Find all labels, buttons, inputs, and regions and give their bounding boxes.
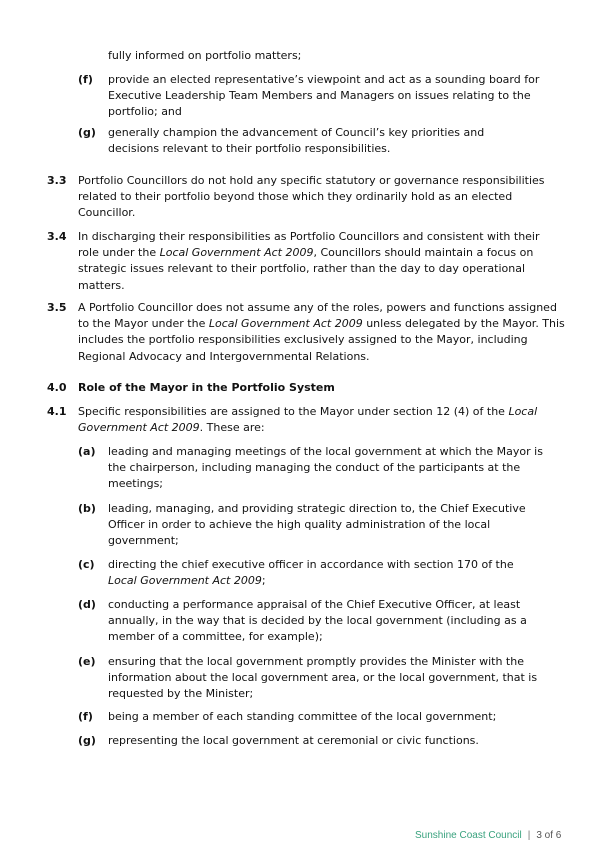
list-label: (d) [78, 598, 96, 611]
text-line: ensuring that the local government promptly provides the Minister with the [108, 655, 524, 668]
footer-organisation: Sunshine Coast Council [415, 830, 522, 841]
act-reference: Local Government Act 2009 [208, 317, 363, 331]
list-label: (e) [78, 655, 96, 668]
list-label: (b) [78, 502, 96, 515]
text-run: role under the [78, 246, 160, 260]
page-footer [415, 828, 561, 844]
act-reference: Local [508, 405, 538, 418]
list-label: (c) [78, 558, 95, 571]
text-line [108, 573, 514, 589]
text-line: requested by the Minister; [108, 687, 254, 701]
text-line [78, 316, 565, 332]
text-line: provide an elected representative’s viewpoint and act as a sounding board for [108, 73, 540, 86]
text-line: decisions relevant to their portfolio responsibilities. [108, 142, 391, 156]
section-title: Role of the Mayor in the Portfolio System [78, 381, 335, 394]
text-line: Regional Advocacy and Intergovernmental Relations. [78, 349, 370, 363]
text-line: directing the chief executive officer in accordance with section 170 of the [108, 558, 514, 571]
text-line: related to their portfolio beyond those which they ordinarily hold as an elected [78, 190, 513, 204]
text-line: generally champion the advancement of Council’s key priorities and [108, 126, 485, 139]
list-label: (a) [78, 445, 96, 458]
list-label: (f) [78, 710, 93, 723]
text-line: Councillor. [78, 206, 136, 220]
act-reference: Local Government Act 2009 [108, 574, 262, 588]
text-run: ; [261, 574, 266, 588]
footer-separator: | [527, 830, 531, 841]
section-number: 3.4 [47, 230, 67, 243]
text-line [78, 245, 540, 261]
section-number: 4.1 [47, 405, 67, 418]
text-line: leading, managing, and providing strategic direction to, the Chief Executive [108, 502, 526, 515]
text-run: unless delegated by the Mayor. This [362, 317, 565, 331]
text-line: information about the local government area, or the local government, that is [108, 671, 538, 685]
text-line: being a member of each standing committee of the local government; [108, 710, 497, 723]
text-line: representing the local government at ceremonial or civic functions. [108, 734, 479, 747]
page-number: 3 of 6 [536, 830, 562, 841]
text-line [78, 404, 537, 420]
section-number: 3.3 [47, 174, 67, 187]
text-line: A Portfolio Councillor does not assume any of the roles, powers and functions assigned [78, 301, 557, 314]
list-label: (g) [78, 126, 96, 139]
text-line: matters. [78, 278, 125, 292]
act-reference: Local Government Act 2009 [159, 246, 314, 260]
text-line: Executive Leadership Team Members and Managers on issues relating to the [108, 89, 531, 103]
text-line: includes the portfolio responsibilities exclusively assigned to the Mayor, including [78, 333, 528, 347]
text-run: , Councillors should maintain a focus on [313, 246, 534, 260]
list-label: (f) [78, 73, 93, 86]
text-line: the chairperson, including managing the conduct of the participants at the [108, 461, 521, 475]
text-line: portfolio; and [108, 105, 182, 119]
text-line: conducting a performance appraisal of the Chief Executive Officer, at least [108, 598, 521, 611]
act-reference: Government Act 2009 [78, 421, 200, 435]
section-number: 3.5 [47, 301, 67, 314]
text-line: Portfolio Councillors do not hold any specific statutory or governance responsibilities [78, 174, 545, 187]
list-label: (g) [78, 734, 96, 747]
text-line: In discharging their responsibilities as Portfolio Councillors and consistent with their [78, 230, 540, 243]
text-run: to the Mayor under the [78, 317, 209, 331]
text-line: government; [108, 534, 179, 548]
text-line: fully informed on portfolio matters; [108, 49, 302, 62]
text-line: strategic issues relevant to their portfolio, rather than the day to day operational [78, 262, 525, 276]
text-line: leading and managing meetings of the local government at which the Mayor is [108, 445, 543, 458]
text-run: Specific responsibilities are assigned to the Mayor under section 12 (4) of the [78, 405, 509, 418]
text-line [78, 420, 537, 436]
text-line: annually, in the way that is decided by the local government (including as a [108, 614, 527, 628]
list-item-continuation [108, 48, 301, 64]
text-line: Officer in order to achieve the high quality administration of the local [108, 518, 491, 532]
text-run: . These are: [199, 421, 265, 435]
section-number: 4.0 [47, 381, 67, 394]
text-line: member of a committee, for example); [108, 630, 323, 644]
text-line: meetings; [108, 477, 164, 491]
